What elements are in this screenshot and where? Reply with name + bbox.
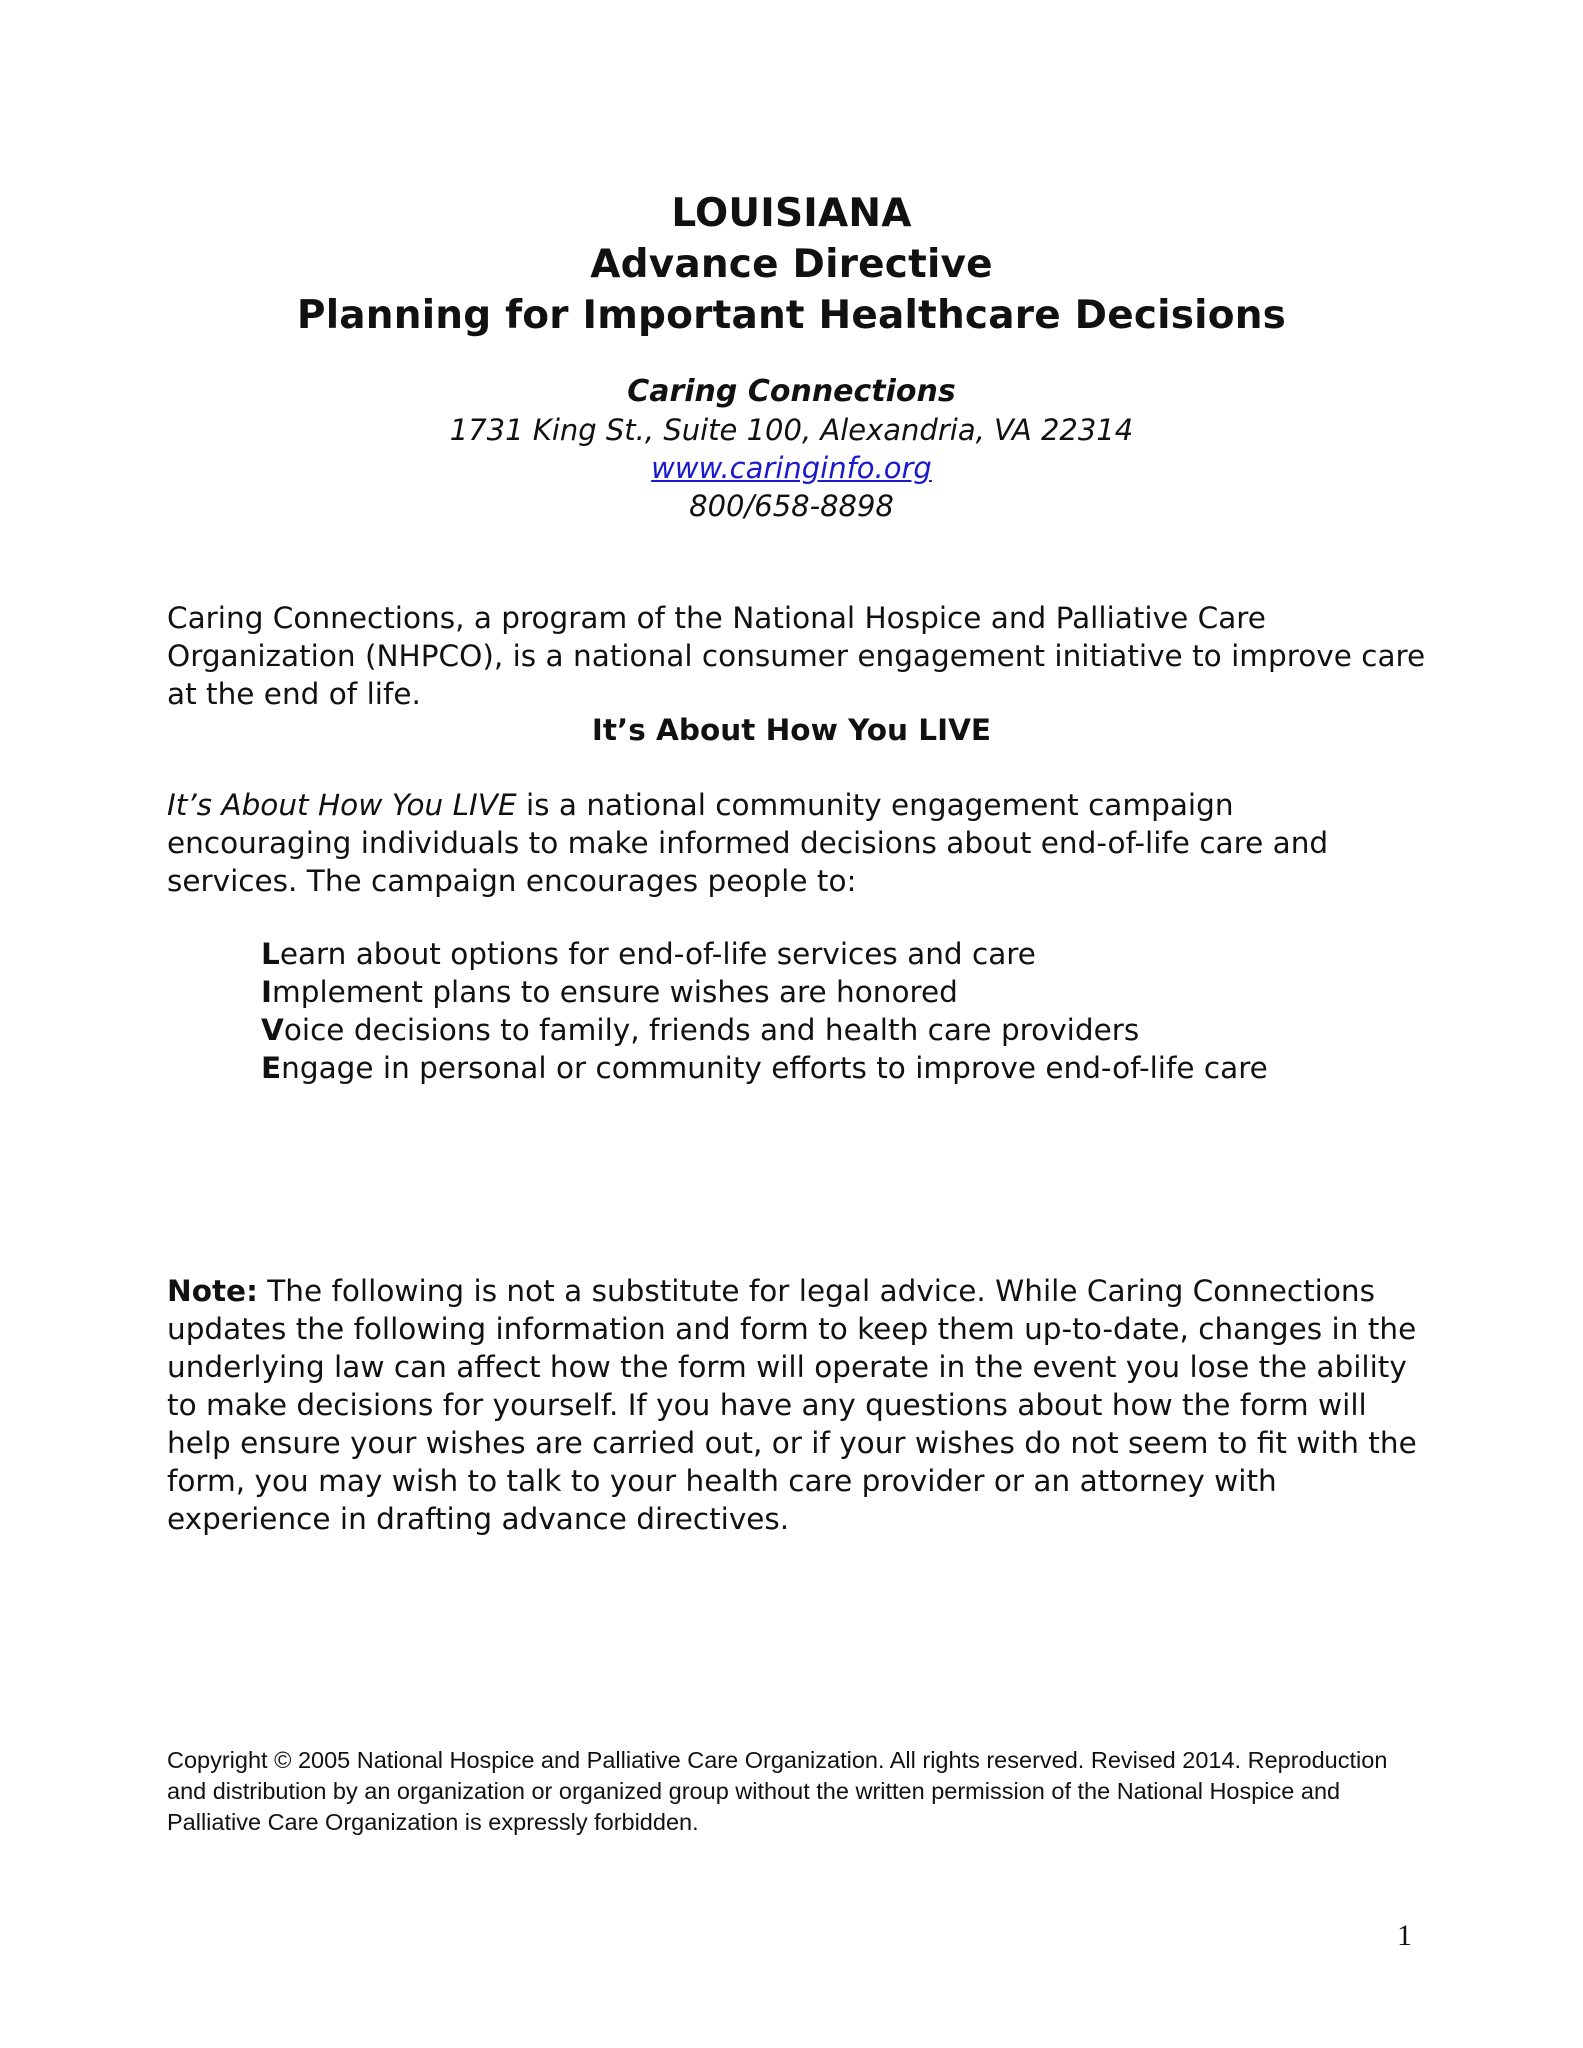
- live-item-voice: [261, 1011, 1411, 1049]
- live-item-learn: [261, 935, 1411, 973]
- live-text: oice decisions to family, friends and health care providers: [283, 1013, 1140, 1047]
- campaign-body-title: It’s About How You LIVE: [167, 788, 517, 822]
- organization-info: [0, 373, 1583, 525]
- organization-phone: 800/658-8898: [689, 489, 894, 523]
- organization-website-link[interactable]: www.caringinfo.org: [651, 451, 932, 485]
- legal-note: [167, 1272, 1427, 1538]
- note-label: Note:: [167, 1274, 258, 1308]
- campaign-paragraph: [167, 786, 1427, 900]
- title-form-name: Advance Directive: [590, 242, 993, 287]
- intro-paragraph: Caring Connections, a program of the National Hospice and Palliative Care Organization (NHPCO), is a national consumer engagement initiative to improve care at the end of life.: [167, 601, 1426, 711]
- live-letter: I: [261, 975, 272, 1009]
- live-letter: L: [261, 937, 280, 971]
- live-letter: V: [261, 1013, 284, 1047]
- live-letter: E: [261, 1051, 282, 1085]
- live-text: ngage in personal or community efforts to improve end-of-life care: [281, 1051, 1268, 1085]
- page-number: 1: [1397, 1919, 1412, 1952]
- note-text: The following is not a substitute for legal advice. While Caring Connections updates the following information and form to keep them up-to-date, changes in the underlying law can affect how the form will operate in the event you lose the ability to make decisions for yourself. If you have any questions about how the form will help ensure your wishes are carried out, or if your wishes do not seem to fit with the form, you may wish to talk to your health care provider or an attorney with experience in drafting advance directives.: [167, 1274, 1417, 1536]
- title-state: LOUISIANA: [671, 191, 912, 236]
- document-title: [0, 188, 1583, 341]
- copyright-notice: Copyright © 2005 National Hospice and Palliative Care Organization. All rights reserved. Revised 2014. Reproduction and distribution by an organization or organized group without the written permission of the National Hospice and Palliative Care Organization is expressly forbidden.: [167, 1747, 1388, 1835]
- live-text: mplement plans to ensure wishes are honored: [271, 975, 958, 1009]
- live-item-implement: [261, 973, 1411, 1011]
- organization-address: 1731 King St., Suite 100, Alexandria, VA 22314: [449, 413, 1134, 447]
- live-list: [261, 935, 1411, 1087]
- campaign-body-text: is a national community engagement campaign encouraging individuals to make informed decisions about end-of-life care and services. The campaign encourages people to:: [167, 788, 1329, 898]
- live-item-engage: [261, 1049, 1411, 1087]
- title-subtitle: Planning for Important Healthcare Decisions: [296, 293, 1287, 338]
- campaign-heading: It’s About How You LIVE: [591, 713, 992, 747]
- organization-name: Caring Connections: [627, 374, 956, 409]
- live-text: earn about options for end-of-life services and care: [279, 937, 1036, 971]
